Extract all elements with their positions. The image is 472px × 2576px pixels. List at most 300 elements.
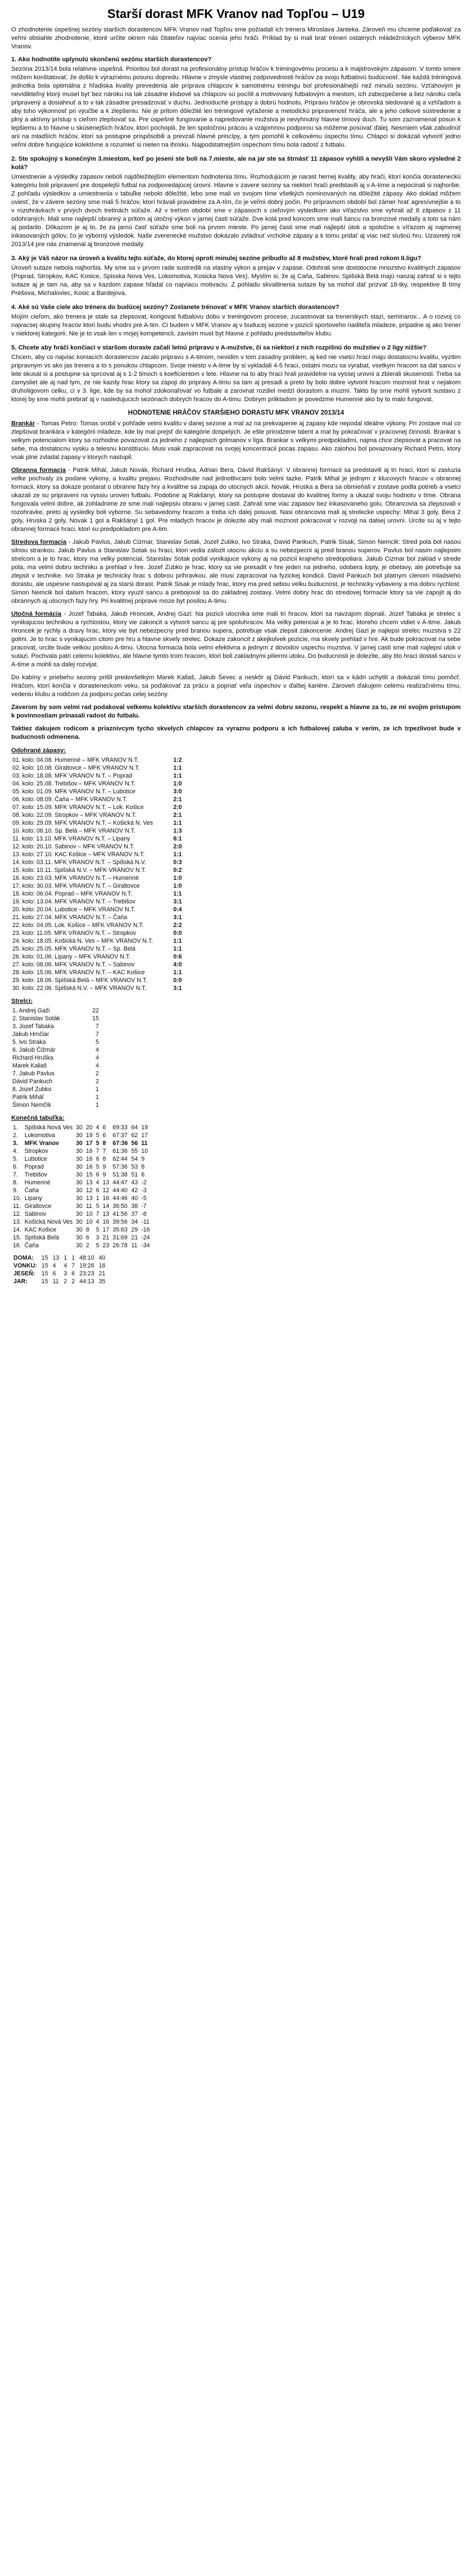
table-cell: 6 xyxy=(96,1156,99,1162)
table-cell: 11. kolo: 13.10. MFK VRANOV N.T. – Lipany xyxy=(12,835,130,842)
qa-section xyxy=(11,56,461,404)
table-cell: 1:2 xyxy=(173,757,182,764)
scorer-row xyxy=(11,1023,100,1030)
table-cell: 1:1 xyxy=(173,773,182,779)
table-cell: 51:38 xyxy=(112,1171,128,1178)
table-cell: 7 xyxy=(71,1262,75,1269)
match-row xyxy=(11,921,190,929)
table-cell: 2:0 xyxy=(173,804,182,811)
table-cell: 16 xyxy=(85,1156,93,1162)
table-cell: 09. kolo: 29.09. MFK VRANOV N.T. – Košická N. Ves xyxy=(12,820,153,826)
table-cell: 15 xyxy=(41,1270,48,1277)
table-cell: 9 xyxy=(141,1156,145,1162)
table-cell: 3:1 xyxy=(173,914,182,921)
table-cell: 1:0 xyxy=(173,875,182,882)
match-row xyxy=(11,756,190,764)
standings-row xyxy=(11,1132,152,1139)
intro-paragraph: O zhodnotenie úspešnej sezóny starších dorastencov MFK Vranov nad Topľou sme požiadali ich trénera Miroslava Janteka. Zároveň mu chceme poďakovať za veľmi obsiahle zhodnotenie, ktoré určite okrem nás čitateľov najviac ocenia jeho hráči. Príklad by si mali brať tréneri ostatných mládežníckych výberov MFK Vranov. xyxy=(11,26,461,50)
table-cell: 1:1 xyxy=(173,938,182,944)
table-cell: 16 xyxy=(98,1262,106,1269)
table-cell: 0:0 xyxy=(173,930,182,937)
table-cell: 29 xyxy=(131,1226,138,1233)
table-cell: 15 xyxy=(41,1255,48,1261)
table-cell: 1. xyxy=(13,1124,18,1131)
table-cell: Čaňa xyxy=(24,1242,39,1249)
table-cell: VONKU: xyxy=(13,1262,37,1269)
table-cell: 13 xyxy=(85,1195,93,1202)
table-cell: 1:1 xyxy=(173,946,182,952)
table-cell: Dávid Pankuch xyxy=(12,1078,53,1085)
table-cell: -8 xyxy=(141,1211,147,1217)
table-cell: 13. xyxy=(13,1219,21,1225)
table-cell: -2 xyxy=(141,1179,147,1186)
standings-row xyxy=(11,1242,152,1250)
table-cell: Spišská Belá xyxy=(24,1234,59,1241)
match-row xyxy=(11,772,190,780)
standings-row xyxy=(11,1194,152,1202)
standings-row xyxy=(11,1218,152,1226)
standings-row xyxy=(11,1202,152,1210)
table-cell: 21 xyxy=(131,1234,138,1241)
table-cell: -5 xyxy=(141,1195,147,1202)
table-cell: 6 xyxy=(96,1171,99,1178)
table-cell: 30 xyxy=(76,1242,83,1249)
match-row xyxy=(11,969,190,976)
profile-goalkeeper xyxy=(11,420,461,462)
match-row xyxy=(11,890,190,898)
table-cell: 57:36 xyxy=(112,1164,128,1170)
table-cell: 5 xyxy=(96,1039,99,1046)
match-row xyxy=(11,976,190,984)
table-cell: KAC Košice xyxy=(24,1226,57,1233)
standings-row xyxy=(11,1187,152,1194)
table-cell: 25. kolo: 25.05. MFK VRANOV N.T. – Sp. Belá xyxy=(12,946,136,952)
table-cell: 10 xyxy=(85,1211,93,1217)
match-row xyxy=(11,811,190,819)
table-cell: 2 xyxy=(63,1278,67,1285)
table-cell: 8. Jozef Zubko xyxy=(12,1086,52,1093)
table-cell: 9 xyxy=(102,1171,106,1178)
table-cell: 17 xyxy=(85,1140,93,1147)
table-cell: 69:33 xyxy=(112,1124,128,1131)
table-cell: 2 xyxy=(96,1078,99,1085)
table-cell: 17. kolo: 30.03. MFK VRANOV N.T. – Giraltovce xyxy=(12,883,140,889)
match-row xyxy=(11,914,190,921)
table-cell: 2:1 xyxy=(173,796,182,803)
profiles-section xyxy=(11,420,461,699)
table-cell: 48:10 xyxy=(79,1255,94,1261)
summary-table xyxy=(11,1254,108,1285)
table-cell: 21 xyxy=(98,1270,106,1277)
table-cell: 31:69 xyxy=(112,1234,128,1241)
table-cell: 11 xyxy=(141,1140,148,1147)
answer-1: Sezóna 2013/14 bola relatívne úspešná. Prioritou bol dorast na profesionálny prístup hráčov k tréningovému procesu a k majstrovským zápasom. V tomto smere môžem konštatovať, že došlo k výraznému posunu dopredu. Hlavne v zmysle vlastnej zodpovednosti hráčov za svoju futbalovú budúcnosť. Nie každá tréningová jednotka bola optimálna z hľadiska kvality prevedenia ale príprava chlapcov k samotnému tréningu bol profesionálnejší než minulú sezónu. Vzťahovým je nevídikteľný ktorý musel byť bez nároku na tak zásadne klubové sa chlapcov sú pocítil a motivovaný futbalovým a mestom, ich zabezpečenie a bez nároku cieľa pripravený a dosiahnuť a to v tak zásadne presadzovať v duchu. Jednoduché prístupy a dobrú hodnotu, Prípravu hráčov je obrovská sledované aj a vzhľadom a aby toho výkonnosť pri výučbe a k zlepšeniu. Nie je pritom dôležité len tréningové vyťaženie a metodickú pripravenosť hráča, ale a jeho celkové sústredenie a plný a aktívny prístup s cieľom zlepšovať sa. Pre úspešné fungovanie a napredovanie mužstva je nevyhnutný hlavne tímový duch. Tu som zaznamenal posun k lepšiemu a to hlavne u skúsenejších hráčov, ktorí pochopili, že len spoločnou prácou a vzájomnou podporou sa môžeme posúvať ďalej. Nesmiem však zabudnúť ani na mladších hráčov, ktorí sa postupne prispôsobili a prevzali hlavné princípy, a tým pomohli k celkovému úspechu tímu. Chlapci si dokázali vytvoriť jedno veľmi dobre fungujúce kolektívne a rozumieť si nielen na ihrisku. Najpodstatnejším úspechom tímu bola radosť z futbalu. xyxy=(11,66,461,148)
table-cell: 6:1 xyxy=(173,835,182,842)
table-cell: 21 xyxy=(102,1234,110,1241)
table-cell: Poprad xyxy=(24,1164,44,1170)
table-cell: 4 xyxy=(96,1055,99,1061)
table-cell: 38 xyxy=(131,1203,138,1210)
scorer-row xyxy=(11,1085,100,1093)
table-cell: 29. kolo: 18.06. Spišská Belá – MFK VRANOV N.T. xyxy=(12,977,148,984)
table-cell: 44:46 xyxy=(112,1195,128,1202)
table-cell: 5 xyxy=(96,1164,99,1170)
table-cell: 04. kolo: 25.08. Trebišov – MFK VRANOV N.T. xyxy=(12,780,136,787)
profile-label: Obranna formacia xyxy=(11,467,66,474)
match-row xyxy=(11,945,190,953)
standings-row xyxy=(11,1147,152,1155)
table-cell: 8 xyxy=(102,1156,106,1162)
table-cell: 4 xyxy=(96,1124,99,1131)
table-cell: 42 xyxy=(131,1187,138,1194)
table-cell: 21. kolo: 27.04. MFK VRANOV N.T. – Čaňa xyxy=(12,914,128,921)
profile-midfield xyxy=(11,538,461,606)
table-cell: 12. xyxy=(13,1211,21,1217)
standings-row xyxy=(11,1163,152,1171)
table-cell: 20. kolo: 20.04. Lubotice – MFK VRANOV N.T. xyxy=(12,906,136,913)
table-cell: 4 xyxy=(96,1062,99,1069)
table-cell: 24. kolo: 18.05. Košická N. Ves – MFK VRANOV N.T. xyxy=(12,938,153,944)
match-row xyxy=(11,984,190,992)
table-cell: 03. kolo: 18.08. MFK VRANOV N.T. – Poprad xyxy=(12,773,133,779)
table-cell: 6. Jakub Čižmár xyxy=(12,1047,56,1053)
table-cell: 7 xyxy=(96,1031,99,1038)
table-cell: 20 xyxy=(85,1124,93,1131)
table-cell: 13. kolo: 27.10. KAC Košice – MFK VRANOV N.T. xyxy=(12,851,145,858)
table-cell: 0:4 xyxy=(173,906,182,913)
table-cell: 18. kolo: 06.04. Poprad – MFK VRANOV N.T. xyxy=(12,891,133,897)
table-cell: 30 xyxy=(76,1203,83,1210)
table-cell: 44:47 xyxy=(112,1179,128,1186)
table-cell: 1:1 xyxy=(173,969,182,976)
table-cell: 12 xyxy=(85,1187,93,1194)
table-cell: 28. kolo: 15.06. MFK VRANOV N.T. – KAC Košice xyxy=(12,969,145,976)
table-cell: DOMA: xyxy=(13,1255,34,1261)
table-cell: 5 xyxy=(96,1242,99,1249)
table-cell: 13 xyxy=(85,1179,93,1186)
table-cell: 15 xyxy=(92,1015,99,1022)
table-cell: 16 xyxy=(102,1195,110,1202)
table-cell: 4 xyxy=(96,1179,99,1186)
thanks-paragraph-2: Taktiez dakujem rodicom a priaznivcym tycho skvelych chlapcov za vyraznu podporu a ich futbalovej zaluba v verim, ze ich trpezlivost bude v buducnosti odmenena. xyxy=(11,725,461,740)
question-4: 4. Aké sú Vaše ciele ako trénera do budúcej sezóny? Zostanete trénovať v MFK Vranov starších dorastencov? xyxy=(11,304,339,311)
table-cell: 30. kolo: 22.06. Spišská N.V. – MFK VRANOV N.T. xyxy=(12,985,147,992)
standings-row xyxy=(11,1179,152,1187)
table-cell: 15 xyxy=(85,1171,93,1178)
table-cell: 17 xyxy=(141,1132,148,1139)
table-cell: Spišská Nová Ves xyxy=(24,1124,73,1131)
table-cell: 19 xyxy=(141,1124,148,1131)
table-cell: JAR: xyxy=(13,1278,28,1285)
table-cell: 5. xyxy=(13,1156,18,1162)
table-cell: 30 xyxy=(76,1140,83,1147)
table-cell: 5 xyxy=(96,1203,99,1210)
table-cell: Trebišov xyxy=(24,1171,47,1178)
table-cell: MFK Vranov xyxy=(24,1140,59,1147)
table-cell: 1:3 xyxy=(173,828,182,834)
table-cell: 0:3 xyxy=(173,859,182,866)
article xyxy=(11,0,461,1285)
scorer-row xyxy=(11,1015,100,1023)
match-row xyxy=(11,866,190,874)
table-cell: 2:1 xyxy=(173,812,182,819)
table-cell: 10. kolo: 06.10. Sp. Belá – MFK VRANOV N.T. xyxy=(12,828,136,834)
table-cell: 44:13 xyxy=(79,1278,94,1285)
table-cell: 6 xyxy=(85,1234,89,1241)
table-cell: 4. xyxy=(13,1148,18,1155)
table-cell: 51 xyxy=(131,1171,138,1178)
table-cell: 3. Jozef Tabaka xyxy=(12,1023,55,1030)
profile-attack xyxy=(11,610,461,669)
table-cell: 35:63 xyxy=(112,1226,128,1233)
table-cell: 35 xyxy=(98,1278,106,1285)
table-cell: 0:2 xyxy=(173,867,182,874)
table-cell: 10 xyxy=(85,1219,93,1225)
table-cell: 54 xyxy=(131,1156,138,1162)
table-cell: 19 xyxy=(85,1132,93,1139)
table-cell: -24 xyxy=(141,1234,150,1241)
standings-row xyxy=(11,1226,152,1234)
table-cell: Lubotice xyxy=(24,1156,47,1162)
table-cell: Šimon Nemčík xyxy=(12,1102,51,1108)
summary-row xyxy=(11,1270,108,1278)
table-cell: 15 xyxy=(41,1278,48,1285)
table-cell: 12 xyxy=(102,1187,110,1194)
table-cell: 10. xyxy=(13,1195,21,1202)
match-row xyxy=(11,803,190,811)
table-cell: 67:37 xyxy=(112,1132,128,1139)
table-cell: 30 xyxy=(76,1171,83,1178)
standings-row xyxy=(11,1139,152,1147)
table-cell: 01. kolo: 04.08. Humenné – MFK VRANOV N.T. xyxy=(12,757,139,764)
profile-text: - Jakub Pavlus, Jakub Cizmar, Stanislav Sotak, Jozef Zubko, Ivo Straka, David Pankuch, Patrik Sisak, Simon Nemcik: Stred pola bol nasou silnou strankou. Jakub Pavlus a Stanislav Sotak su hraci, ktori vedia zalozit utocnu akciu a su nebezpecni aj pred branou superov. Pavlus bol nasim najlepsim strelcom a je to hrac, ktory ma velky potencial. Stanislav Sotak podal vynikajuce vykony aj na pozicii krajneho stredopoliara. Jakub Cizmar bol zaklad v strede pola, ma velmi dobru techniku a prehlad v hre. Jozef Zubko je hrac, ktory sa vie presadit v hre jeden na jedneho, odobera lopty, je obetavy, ale potrebuje sa zlepsit v technike. Ivo Straka je technicky hrac s dobrou prihravkou, ale musi zapracovat na fyzickej kondicii. David Pankuch bol platnym clenom mladsieho dorastu, ale uspesne nastupoval aj za starsi dorast. Patrik Sisak je mlady hrac, ktory ma pred sebou velku buducnost, je technicky vybaveny a ma dobru rychlost. Simon Nemcik bol dalsim hracom, ktory vyuzil sancu a prebojoval sa do zakladnej zostavy. Velmi dobry hrac do stredovej formacie ktory sa vie zapojit aj do obrannych aj utocnych fazy hry. Pri kvalitnej priprave moze byt posilou A-timu. xyxy=(11,539,461,605)
table-cell: 14 xyxy=(102,1203,110,1210)
table-cell: Richard Hruška xyxy=(12,1055,54,1061)
table-cell: 27. kolo: 08.06. MFK VRANOV N.T. – Sabinov xyxy=(12,961,135,968)
table-cell: 1 xyxy=(96,1094,99,1101)
profile-label: Brankár xyxy=(11,420,35,427)
standings-title: Konečná tabuľka: xyxy=(11,1115,65,1121)
table-cell: 07. kolo: 15.09. MFK VRANOV N.T. – Lok. Košice xyxy=(12,804,144,811)
table-cell: 30 xyxy=(76,1124,83,1131)
table-cell: 6 xyxy=(71,1270,75,1277)
table-cell: 16. xyxy=(13,1242,21,1249)
table-cell: 23 xyxy=(102,1242,110,1249)
summary-row xyxy=(11,1278,108,1285)
match-row xyxy=(11,764,190,772)
scorers-title: Strelci: xyxy=(11,998,33,1005)
match-row xyxy=(11,819,190,827)
profile-label: Utočná formácia xyxy=(11,611,62,617)
table-cell: 16 xyxy=(85,1164,93,1170)
table-cell: -7 xyxy=(141,1203,147,1210)
table-cell: 7. xyxy=(13,1171,18,1178)
table-cell: Giraltovce xyxy=(24,1203,52,1210)
table-cell: 4 xyxy=(63,1262,67,1269)
scorer-row xyxy=(11,1030,100,1038)
table-cell: 8 xyxy=(141,1164,145,1170)
table-cell: JESEŇ: xyxy=(13,1270,35,1277)
table-cell: 19. kolo: 13.04. MFK VRANOV N.T. – Trebišov xyxy=(12,898,136,905)
standings-row xyxy=(11,1171,152,1179)
table-cell: 14. xyxy=(13,1226,21,1233)
match-row xyxy=(11,953,190,961)
question-2: 2. Ste spokojný s konečným 3.miestom, keď po jeseni ste boli na 7.mieste, ale na jar ste sa štrnásť 11 zápasov vyhlili a nevyšli Vám skoro výsledné 2 kolá? xyxy=(11,156,461,171)
table-cell: 17 xyxy=(102,1226,110,1233)
table-cell: 19:26 xyxy=(79,1262,94,1269)
table-cell: 64 xyxy=(131,1124,138,1131)
standings-row xyxy=(11,1210,152,1218)
match-row xyxy=(11,858,190,866)
table-cell: 16 xyxy=(85,1148,93,1155)
table-cell: 3 xyxy=(96,1234,99,1241)
match-row xyxy=(11,882,190,890)
scorer-row xyxy=(11,1007,100,1015)
table-cell: 1. Andrej Gaži xyxy=(12,1007,50,1014)
profile-defense xyxy=(11,466,461,534)
table-cell: 2:2 xyxy=(173,922,182,929)
profile-label: Stredova formacia xyxy=(11,539,67,546)
table-cell: 15. kolo: 10.11. Spišská N.V. – MFK VRANOV N.T. xyxy=(12,867,146,874)
table-cell: 56 xyxy=(131,1140,138,1147)
table-cell: 2 xyxy=(96,1070,99,1077)
table-cell: 4 xyxy=(52,1262,56,1269)
table-cell: 1 xyxy=(96,1102,99,1108)
table-cell: 2. xyxy=(13,1132,18,1139)
table-cell: 67:36 xyxy=(112,1140,128,1147)
table-cell: 30 xyxy=(76,1234,83,1241)
table-cell: -16 xyxy=(141,1226,150,1233)
table-cell: 37 xyxy=(131,1211,138,1217)
table-cell: 6 xyxy=(141,1171,145,1178)
table-cell: 30 xyxy=(76,1187,83,1194)
table-cell: 44:40 xyxy=(112,1187,128,1194)
table-cell: 30 xyxy=(76,1226,83,1233)
table-cell: 7 xyxy=(96,1211,99,1217)
scorer-row xyxy=(11,1054,100,1062)
table-cell: Jakub Hrnčiar xyxy=(12,1031,49,1038)
standings-table xyxy=(11,1124,152,1250)
table-cell: 9. xyxy=(13,1187,18,1194)
table-cell: 11 xyxy=(52,1278,59,1285)
table-cell: 11 xyxy=(131,1242,138,1249)
table-cell: -11 xyxy=(141,1219,149,1225)
profile-section-title: HODNOTENIE HRÁČOV STARŠIEHO DORASTU MFK VRANOV 2013/14 xyxy=(128,410,344,416)
table-cell: 4 xyxy=(96,1047,99,1053)
question-1: 1. Ako hodnotíte uplynulú skončenú sezónu starších dorastencov? xyxy=(11,56,212,63)
table-cell: 3:1 xyxy=(173,898,182,905)
scorer-row xyxy=(11,1038,100,1046)
table-cell: 6 xyxy=(52,1270,56,1277)
answer-2: Umiestnenie a výsledky zápasov neboli najdôležitejším elementom hodnotenia tímu. Rozhodujúcim je narast hernej kvality, aby hrači, ktorí končia dorasteneckú kategóriu boli pripravení pre dospelejší futbal na zodpovedajúcej úrovni. Hlavne v zavere sezony sa niektorí hrači predstavili aj v A-tíme a nepocinali si najhoršie. Z pohľadu výsledkov a umiestnenia v tabuľke nebolo dôležité, lebo sme mali vo svojom tíme všetkých nominovaných na dôležité zápasy. Ako doklad môžem uviesť, že v závere sezóny sme mali 5 hráčov, ktorí hrávali pravidelne za A-tím, čo je veľmi dobrý počin. Po prípravnom období bol zámer hrať agresívnejšie a to v rozohrávkach v prvých dvoch tretinách súťaže. Až v treťom období sme v zápasoch s cieľovým výsledkom ako víťazstvo sme vyhrali až 8 zápasov z 11 odohraných. Mali sme najlepší obranný a pritom aj útočný výkon v jarnej časti súťaže. Dve kolá pred koncom sme mali šancu na bronzové medaily a toto sa nám aj podarilo. Dôkazom je aj to, že za jarnú časť súťaže sme boli na prvom mieste. Po jarnej časti sme mali najlepší útok a spoločne s víťazom aj najmenej inkasovaných gólov, čo je výborný výsledok. Naše zverenecké mužstvo dokázalo zvládnuť vrcholné zápasy a k tomu pridať aj viac než slušnú hru. Uzavretý rok 2013/14 pre nás znamenal aj bronzové medaily. xyxy=(11,174,461,248)
table-cell: 55 xyxy=(131,1148,138,1155)
table-cell: 39:56 xyxy=(112,1219,128,1225)
profile-closing: Do kabíny v priebehu sezony prišli predovšetkým Marek Kaliaš, Jakub Ševec a neskôr aj Dávid Pankuch, ktorí sa v kádri uchytili a dokázali tímu pomôcť. Hráčom, ktorí končia v dorasteneckom veku, sa poďakovať za prácu a popriať veľa úspechov v ďalšej kariére. Zároveň ďakujem celému realizačnému tímu, vedeniu klubu a rodičom za podporu počas celej sezóny. xyxy=(11,674,461,698)
table-cell: 12. kolo: 20.10. Sabinov – MFK VRANOV N.T. xyxy=(12,843,135,850)
table-cell: Lipany xyxy=(24,1195,42,1202)
table-cell: 62:44 xyxy=(112,1156,128,1162)
match-row xyxy=(11,929,190,937)
table-cell: 26. kolo: 01.06. Lipany – MFK VRANOV N.T. xyxy=(12,953,131,960)
table-cell: 2:0 xyxy=(173,843,182,850)
table-cell: 9 xyxy=(102,1164,106,1170)
table-cell: 11. xyxy=(13,1203,21,1210)
table-cell: -34 xyxy=(141,1242,150,1249)
table-cell: 1 xyxy=(96,1086,99,1093)
table-cell: 7 xyxy=(102,1148,106,1155)
table-cell: 5 xyxy=(96,1140,99,1147)
table-cell: 1:1 xyxy=(173,891,182,897)
table-cell: 30 xyxy=(76,1164,83,1170)
table-cell: 1:1 xyxy=(173,765,182,771)
table-cell: 1:1 xyxy=(173,851,182,858)
table-cell: 8 xyxy=(102,1140,106,1147)
table-cell: 43 xyxy=(131,1179,138,1186)
table-cell: -3 xyxy=(141,1187,147,1194)
table-cell: 61:36 xyxy=(112,1148,128,1155)
table-cell: 13 xyxy=(52,1255,60,1261)
table-cell: 15. xyxy=(13,1234,21,1241)
thanks-paragraph: Zaverom by som velmi rad podakoval velkemu kolektívu starších dorastencov za velmi dobru sezonu, respekt a hlavne za to, ze mi svojim pristupom k povinnostiam prinasali radost do futbalu. xyxy=(11,704,461,719)
table-cell: 06. kolo: 08.09. Čaňa – MFK VRANOV N.T. xyxy=(12,796,128,803)
table-cell: 2 xyxy=(71,1278,75,1285)
table-cell: 0:0 xyxy=(173,977,182,984)
match-row xyxy=(11,898,190,906)
match-row xyxy=(11,827,190,835)
match-row xyxy=(11,843,190,851)
match-row xyxy=(11,851,190,858)
table-cell: 05. kolo: 01.09. MFK VRANOV N.T. – Lubotice xyxy=(12,788,136,795)
summary-row xyxy=(11,1262,108,1270)
table-cell: 30 xyxy=(76,1148,83,1155)
table-cell: 14. kolo: 03.11. MFK VRANOV N.T. – Spišská N.V. xyxy=(12,859,146,866)
table-cell: 1:0 xyxy=(173,883,182,889)
standings-row xyxy=(11,1124,152,1132)
table-cell: 62 xyxy=(131,1132,138,1139)
table-cell: 6 xyxy=(102,1132,106,1139)
standings-row xyxy=(11,1155,152,1163)
table-cell: Patrik Mihál xyxy=(12,1094,44,1101)
table-cell: 30 xyxy=(76,1195,83,1202)
match-row xyxy=(11,835,190,843)
table-cell: 30 xyxy=(76,1132,83,1139)
match-row xyxy=(11,906,190,914)
table-cell: 7 xyxy=(96,1148,99,1155)
matches-title: Odohrané zápasy: xyxy=(11,747,66,754)
scorer-row xyxy=(11,1093,100,1101)
question-5: 5. Chcete aby hráči končiaci v staršom doraste začali letnú prípravu v A-mužstve, či sa niektorí z nich rozpíšnú do mužstiev o 2 ligy nižšie? xyxy=(11,344,426,351)
table-cell: 3:1 xyxy=(173,985,182,992)
table-cell: 13 xyxy=(102,1211,110,1217)
table-cell: 3. xyxy=(13,1140,18,1147)
table-cell: 1 xyxy=(71,1255,75,1261)
table-cell: 22. kolo: 04.05. Lok. Košice – MFK VRANOV N.T. xyxy=(12,922,144,929)
table-cell: 13 xyxy=(102,1179,110,1186)
scorer-row xyxy=(11,1070,100,1078)
table-cell: 30 xyxy=(76,1156,83,1162)
profile-text: - Jozef Tabaka, Jakub Hroncek, Andrej Gazi: Na pozicii utocnika sme mali tri hracov, ktori sa navzajom dopnali. Jozef Tabaka je strelec s vynikajucou technikou a rychlostou, ktory vie zakoncit a vytvorit sancu aj pre spoluhracov. Ma velky potencial a je to hrac, ktoreho chcem vidiet v A-time. Jakub Hroncek je rychly a dravy hrac, ktory vie byt nebezpecny pred branou supera, potrebuje vsak zlepsit zakoncenie. Andrej Gazi je najlepsi strelec muzstva s 22 golmi. Je to hrac s vynikajucim citom pre hru a hlavne skvely strelec. Dokaze zakoncit z akejkolvek pozicie, ma skvely prehlad v hre. Ak bude pokracovat na sebe pracovat, urcite bude velkou posilou A-timu. Utocna formacia bola velmi efektivna a jednym z dovodov uspechu muzstva. V jarnej casti sme mali najlepsi utok v sutazi. Pochvala patri celemu kolektivu, ale hlavne tymto trom hracom, ktori boli zakladnymi piliermi utoku. Do buducnosti je dolezite, aby tito hraci dostali sancu v A-time a mohli sa dalej rozvijat. xyxy=(11,611,461,668)
profile-text: - Patrik Mihál, Jakub Novák, Richard Hruška, Adrian Bera, Dávid Rakšányi: V obrannej formacii sa predstavili aj tri hraci, ktori si zasluzia velke pochvaly za podane vykony, a kvalitu prejavu. Rozhodnutie nad jednotlivcami bolo velmi tazke. Patrik Mihal je jednym z klucovych hracov v obrannej formacii, ktory sa dokaze postarat o obranne fazy hry a kvalitne sa zapaja do utocnych akcii. Novák, Hruska a Bera sa obmieňali v zostave podla potrieb a vsetci ukazali ze su pripraveni na vyssiu uroven futbalu. Podobne aj Rakšányi, ktory sa postupne dostaval do kvalitnej formy a ukazal svoju hodnotu v tíme. Obrana fungovala velmi dobre, ak zohladnime ze sme mali najlepsiu obranu v jarnej casti. Zahrali sme viac zapasov bez inkasovaneho golu. Obrancovia sa zlepsovali v rozohravke, preto aj vysledky boli vyborne. Su sebavedomy hracom a treba ich dalej posuvat. Nasi obrancovia mali aj strelecke uspechy: Mihal 3 goly, Bera 2 goly, Hruska 2 goly, Novak 1 gol a Rakšányi 1 gol. Pre mladych hracov je dolezite aby mali moznost pokracovat v rozvoji na dalsej urovni. Urcite su aj v tejto obrannej formacii hraci, ktori su predpokladom pre A-tim. xyxy=(11,467,461,533)
table-cell: Sabinov xyxy=(24,1211,47,1217)
table-cell: 5. Ivo Straka xyxy=(12,1039,46,1046)
table-cell: 4:0 xyxy=(173,961,182,968)
table-cell: Lokomotiva xyxy=(24,1132,55,1139)
scorer-row xyxy=(11,1078,100,1085)
table-cell: 30 xyxy=(76,1219,83,1225)
profile-text: - Tomas Petro: Tomas orobil v pohľade velmi kvalitu v danej sezone a mal az na prekvapenie aj zapasy kde nepodal ideálne výkony. Pri zostave mal co zlepšovat brankára v kategórii mladeze, kde by mal prejsť do kategórie dospelých. Je ešte prirodzene talent a mal by pokračovať v pracovnej činnosti. Brankar s velkym potencialom ktory sa rozhodne povazovat za jedneho z najlepsich golmanov v liga. Brankar s velkymi predpokladmi, najma chce zlepsovat a pracovat na sebe, ma dostatocnu vysku a telesnu konstituciu. Musi vsak zapracovat na svojej koncentracii pocas zapasu. Ako zalohou bol povazovany Richard Petro, ktory vsak plne zvladal zapasy v ktorych nastupil. xyxy=(11,420,461,461)
table-cell: 26:78 xyxy=(112,1242,128,1249)
table-cell: Košická Nová Ves xyxy=(24,1219,73,1225)
